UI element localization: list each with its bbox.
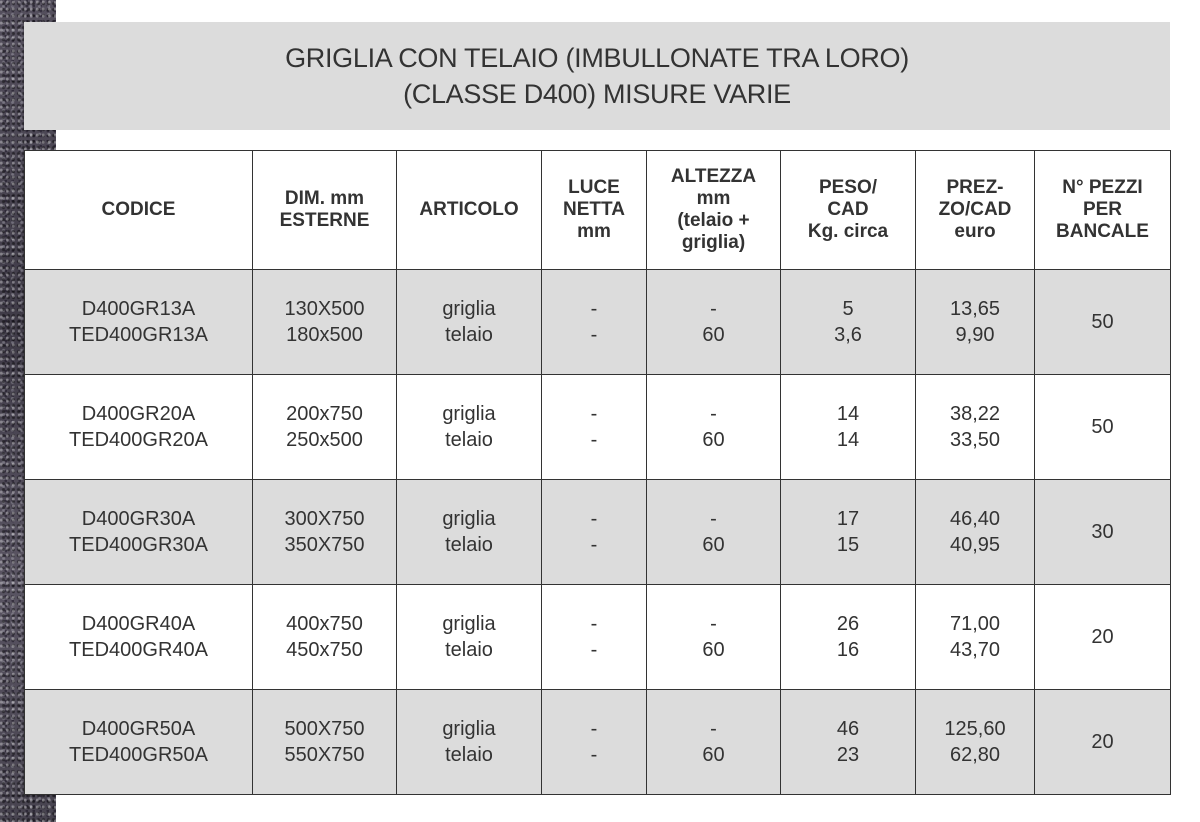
header-peso: PESO/ CAD Kg. circa <box>781 151 916 270</box>
cell-luce: - - <box>542 375 647 480</box>
title-banner <box>24 22 1170 130</box>
cell-altezza: - 60 <box>647 375 781 480</box>
cell-dim: 300X750 350X750 <box>253 480 397 585</box>
price-table <box>24 150 1171 795</box>
title-line-1: GRIGLIA CON TELAIO (IMBULLONATE TRA LORO) <box>285 43 909 73</box>
table-row <box>25 585 1171 690</box>
title-line-2: (CLASSE D400) MISURE VARIE <box>403 79 791 109</box>
header-prezzo: PREZ- ZO/CAD euro <box>916 151 1035 270</box>
cell-codice: D400GR30A TED400GR30A <box>25 480 253 585</box>
cell-dim: 400x750 450x750 <box>253 585 397 690</box>
header-articolo: ARTICOLO <box>397 151 542 270</box>
cell-peso: 17 15 <box>781 480 916 585</box>
cell-dim: 130X500 180x500 <box>253 270 397 375</box>
cell-articolo: griglia telaio <box>397 270 542 375</box>
header-codice: CODICE <box>25 151 253 270</box>
header-row <box>25 151 1171 270</box>
table-row <box>25 480 1171 585</box>
cell-codice: D400GR13A TED400GR13A <box>25 270 253 375</box>
cell-articolo: griglia telaio <box>397 585 542 690</box>
table-row <box>25 270 1171 375</box>
header-altezza: ALTEZZA mm (telaio + griglia) <box>647 151 781 270</box>
cell-codice: D400GR40A TED400GR40A <box>25 585 253 690</box>
table-row <box>25 690 1171 795</box>
cell-altezza: - 60 <box>647 585 781 690</box>
cell-codice: D400GR50A TED400GR50A <box>25 690 253 795</box>
cell-articolo: griglia telaio <box>397 690 542 795</box>
cell-prezzo: 38,22 33,50 <box>916 375 1035 480</box>
cell-pezzi: 20 <box>1035 690 1171 795</box>
cell-luce: - - <box>542 690 647 795</box>
cell-luce: - - <box>542 270 647 375</box>
cell-peso: 5 3,6 <box>781 270 916 375</box>
cell-articolo: griglia telaio <box>397 480 542 585</box>
cell-peso: 46 23 <box>781 690 916 795</box>
cell-dim: 500X750 550X750 <box>253 690 397 795</box>
cell-altezza: - 60 <box>647 480 781 585</box>
cell-luce: - - <box>542 480 647 585</box>
table-row <box>25 375 1171 480</box>
cell-pezzi: 20 <box>1035 585 1171 690</box>
header-luce-netta: LUCE NETTA mm <box>542 151 647 270</box>
cell-pezzi: 30 <box>1035 480 1171 585</box>
cell-prezzo: 13,65 9,90 <box>916 270 1035 375</box>
cell-pezzi: 50 <box>1035 270 1171 375</box>
cell-dim: 200x750 250x500 <box>253 375 397 480</box>
cell-prezzo: 46,40 40,95 <box>916 480 1035 585</box>
cell-altezza: - 60 <box>647 270 781 375</box>
cell-luce: - - <box>542 585 647 690</box>
cell-altezza: - 60 <box>647 690 781 795</box>
cell-prezzo: 71,00 43,70 <box>916 585 1035 690</box>
cell-pezzi: 50 <box>1035 375 1171 480</box>
cell-codice: D400GR20A TED400GR20A <box>25 375 253 480</box>
cell-peso: 26 16 <box>781 585 916 690</box>
header-pezzi-bancale: N° PEZZI PER BANCALE <box>1035 151 1171 270</box>
cell-articolo: griglia telaio <box>397 375 542 480</box>
header-dim-esterne: DIM. mm ESTERNE <box>253 151 397 270</box>
cell-prezzo: 125,60 62,80 <box>916 690 1035 795</box>
cell-peso: 14 14 <box>781 375 916 480</box>
